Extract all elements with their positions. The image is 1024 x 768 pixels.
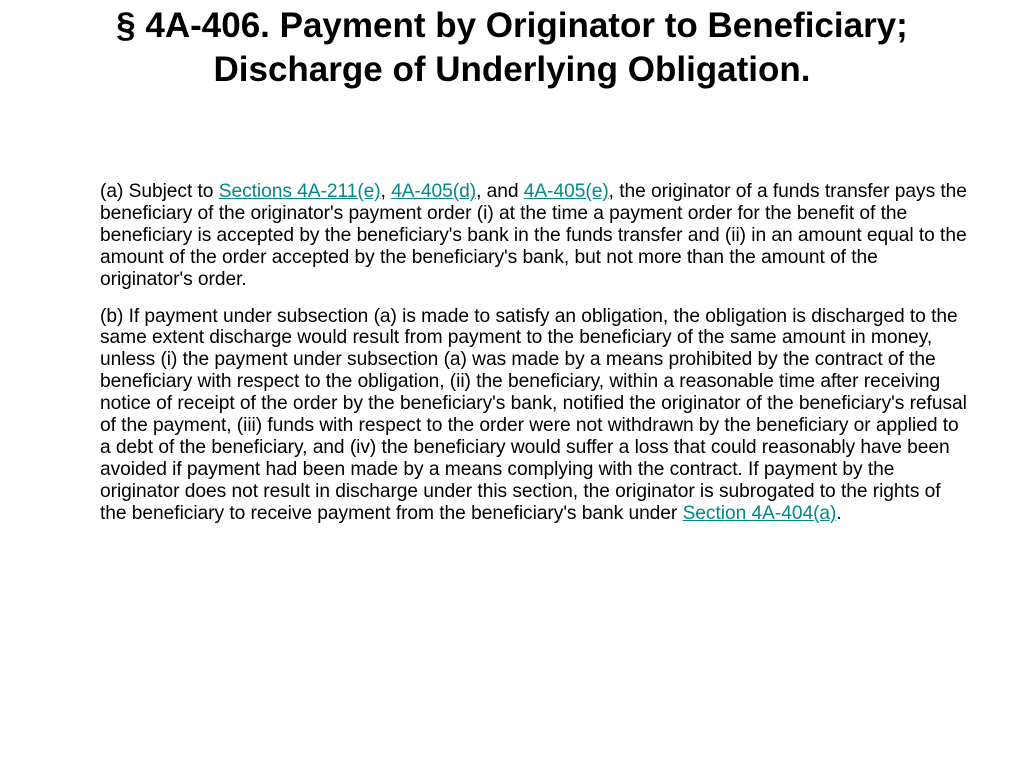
paragraph-a-text: , bbox=[380, 181, 392, 202]
paragraph-b bbox=[100, 306, 968, 525]
link-4a-405e[interactable]: 4A-405(e) bbox=[523, 181, 609, 202]
page-title: § 4A-406. Payment by Originator to Beneficiary; Discharge of Underlying Obligation. bbox=[116, 6, 908, 89]
link-4a-405d[interactable]: 4A-405(d) bbox=[391, 181, 477, 202]
document-body bbox=[100, 181, 968, 540]
paragraph-a-text: , the originator of a funds transfer pays the beneficiary of the originator's payment order (i) at the time a payment order for the benefit of the beneficiary is accepted by the beneficiary's bank in the funds transfer and (ii) in an amount equal to the amount of the order accepted by the beneficiary's bank, but not more than the amount of the originator's order. bbox=[100, 181, 967, 290]
link-section-4a-404a[interactable]: Section 4A-404(a) bbox=[682, 502, 837, 524]
paragraph-a-text: (a) Subject to bbox=[100, 181, 219, 202]
paragraph-a bbox=[100, 181, 968, 291]
paragraph-a-text: , and bbox=[476, 181, 524, 202]
paragraph-b-text: . bbox=[836, 502, 842, 524]
link-section-4a-211e[interactable]: Sections 4A-211(e) bbox=[218, 181, 381, 202]
paragraph-b-text: (b) If payment under subsection (a) is made to satisfy an obligation, the obligation is discharged to the same extent discharge would result from payment to the beneficiary of the same amount in money, unless (i) the payment under subsection (a) was made by a means prohibited by the contract of the beneficiary with respect to the obligation, (ii) the beneficiary, within a reasonable time after receiving notice of receipt of the order by the beneficiary's bank, notified the originator of the beneficiary's refusal of the payment, (iii) funds with respect to the order were not withdrawn by the beneficiary or applied to a debt of the beneficiary, and (iv) the beneficiary would suffer a loss that could reasonably have been avoided if payment had been made by a means complying with the contract. If payment by the originator does not result in discharge under this section, the originator is subrogated to the rights of the beneficiary to receive payment from the beneficiary's bank under bbox=[100, 305, 967, 524]
